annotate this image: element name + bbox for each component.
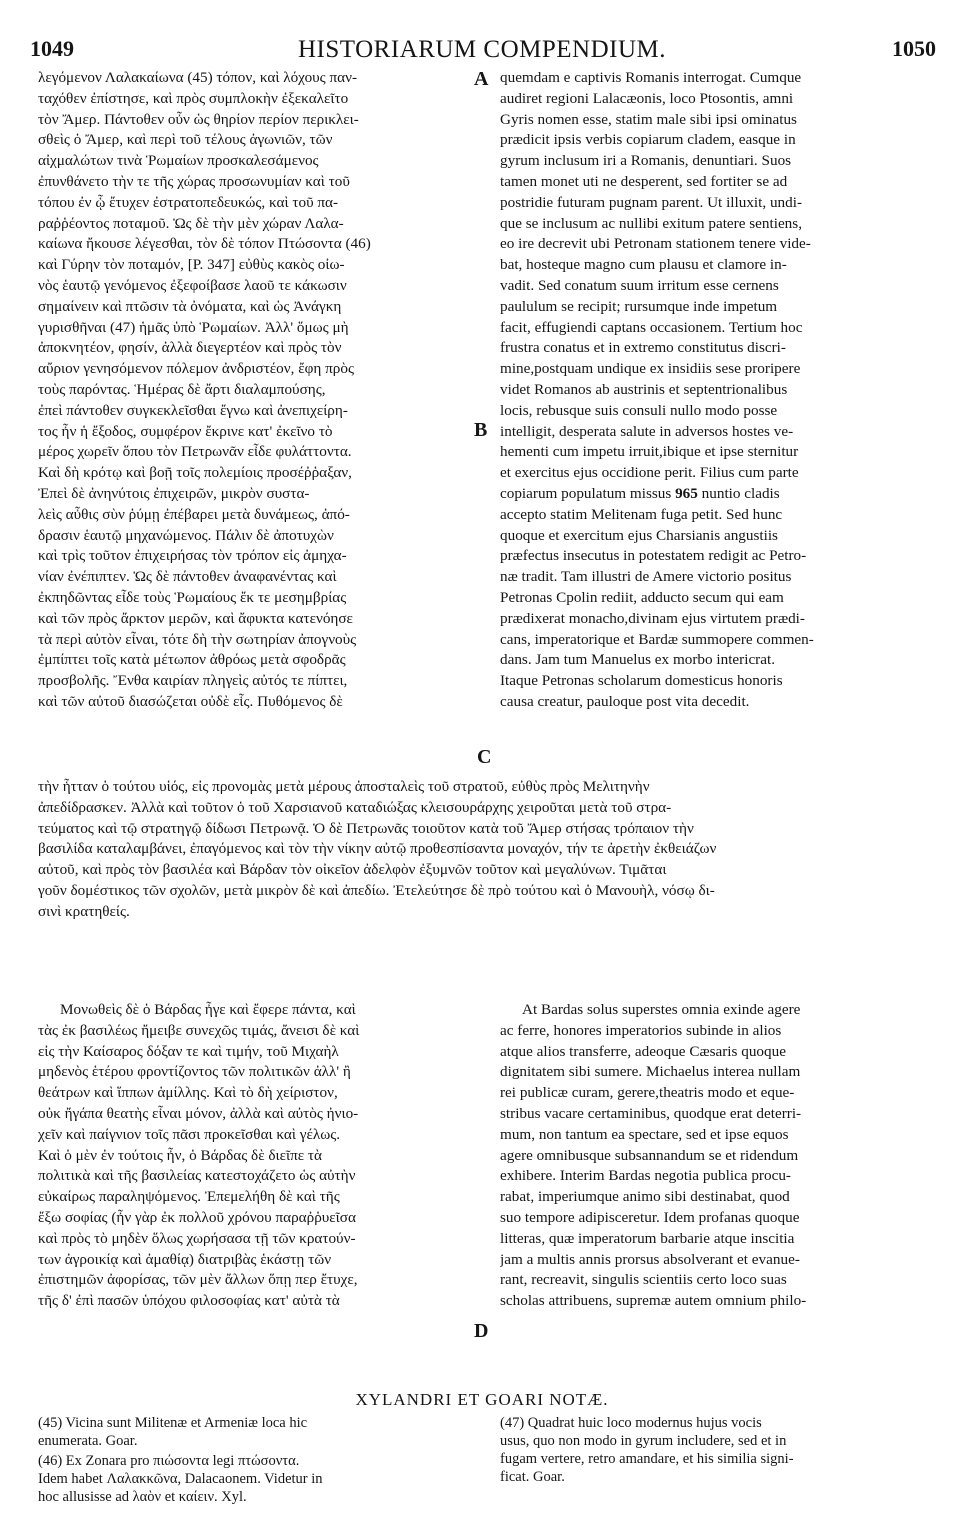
- margin-letter-c: C: [477, 746, 492, 768]
- footnote-line: (46) Ex Zonara pro πιώσοντα legi πτώσοντα.: [38, 1453, 300, 1469]
- latin-text-line: rei publicæ curam, gerere,theatris modo et eque-: [500, 1084, 795, 1102]
- latin-text-fragment: nuntio cladis: [697, 484, 780, 502]
- footnote: [38, 1414, 466, 1450]
- latin-text-line: vadit. Sed conatum suum irritum esse cernens: [500, 276, 779, 294]
- greek-text-line: τος ἦν ἡ ἔξοδος, συμφέρον ἔκρινε κατ' ἐκεῖνο τὸ: [38, 422, 333, 440]
- greek-text-line: Ἐπεὶ δὲ ἀνηνύτοις ἐπιχειρῶν, μικρὸν συστα-: [38, 484, 310, 502]
- greek-text-line: αὐτοῦ, καὶ πρὸς τὸν βασιλέα καὶ Βάρδαν τὸν οἰκεῖον ἀδελφὸν ἐξυμνῶν τοῦτον καὶ μεγαλύνων. Τιμᾶται: [38, 861, 667, 879]
- greek-column-bottom: [38, 1000, 466, 1312]
- greek-text-line: σινὶ κρατηθείς.: [38, 902, 130, 920]
- latin-text-line: mum, non tantum ea spectare, sed et ipse equos: [500, 1125, 789, 1143]
- greek-text-line: αἰχμαλώτων τινὰ Ῥωμαίων προσκαλεσάμενος: [38, 152, 319, 170]
- margin-letter-b: B: [474, 419, 488, 441]
- latin-text-line: dignitatem sibi sumere. Michaelus interea nullam: [500, 1063, 801, 1081]
- latin-text-line: suo tempore adipisceretur. Idem profanas quoque: [500, 1208, 800, 1226]
- latin-text-line: quemdam e captivis Romanis interrogat. Cumque: [500, 69, 802, 86]
- greek-text-line: ἐκπηδῶντας εἶδε τοὺς Ῥωμαίους ἔκ τε μεσημβρίας: [38, 588, 347, 606]
- latin-text-line: ac ferre, honores imperatorios subinde in alios: [500, 1021, 782, 1039]
- greek-text-line: ἀποκνητέον, φησίν, ἀλλὰ διεγερτέον καὶ πρὸς τὸν: [38, 339, 342, 357]
- greek-text-line: τοὺς παρόντας. Ἡμέρας δὲ ἄρτι διαλαμπούσης,: [38, 380, 326, 398]
- greek-text-line: Μονωθεὶς δὲ ὁ Βάρδας ἦγε καὶ ἔφερε πάντα, καὶ: [60, 1001, 356, 1018]
- greek-text-line: καὶ τρὶς τοῦτον ἐπιχειρήσας τὸν τρόπον εἰς ἀμηχα-: [38, 547, 347, 565]
- latin-text-line: quoque et exercitum ejus Charsianis angustiis: [500, 526, 778, 544]
- footnote-line: fugam vertere, retro amandare, et his similia signi-: [500, 1451, 794, 1467]
- latin-text-line: tamen monet uti ne desperent, sed fortiter se ad: [500, 172, 788, 190]
- latin-text-line: rant, recreavit, singulis scientiis certo loco suas: [500, 1271, 787, 1289]
- latin-text-line: paululum se recipit; rursumque inde impetum: [500, 297, 778, 315]
- latin-text-line: locis, rebusque suis consuli nullo modo posse: [500, 401, 778, 419]
- latin-text-line: Petronas Cpolin rediit, adducto secum qui eam: [500, 588, 784, 606]
- notes-heading: XYLANDRI ET GOARI NOTÆ.: [355, 1390, 609, 1409]
- greek-text-line: καίωνα ἤκουσε λέγεσθαι, τὸν δὲ τόπον Πτώσοντα (46): [38, 235, 371, 253]
- latin-text-fragment: copiarum populatum missus: [500, 484, 676, 502]
- greek-text-line: οὐκ ἤγάπα θεατὴς εἶναι μόνον, ἀλλὰ καὶ αὐτὸς ἠνιο-: [38, 1104, 359, 1122]
- latin-text-line: gyrum inclusum iri a Romanis, denuntiari. Suos: [500, 152, 792, 170]
- greek-text-line: ἐπιστημῶν ἀφορίσας, τῶν μὲν ἄλλων ὅπῃ περ ἔτυχε,: [38, 1271, 358, 1289]
- footnote-line: enumerata. Goar.: [38, 1433, 138, 1449]
- greek-text-line: προσβολῆς. Ἔνθα καιρίαν πληγεὶς αὐτός τε πίπτει,: [38, 672, 348, 690]
- greek-text-line: μέρος χωρεῖν ὅπου τὸν Πετρωνᾶν εἶδε φυλάττοντα.: [38, 443, 352, 461]
- footnote-line: ficat. Goar.: [500, 1469, 565, 1485]
- latin-text-line: accepto statim Melitenam fuga petit. Sed hunc: [500, 505, 783, 523]
- latin-text-line: præfectus insecutus in potestatem redigit ac Petro-: [500, 547, 807, 565]
- latin-text-line: facit, effugiendi captans occasionem. Tertium hoc: [500, 318, 803, 336]
- latin-column-top: [500, 68, 928, 713]
- latin-text-line: intelligit, desperata salute in adversos hostes ve-: [500, 422, 794, 440]
- latin-text-line: frustra conatus et in extremo constitutus discri-: [500, 339, 786, 357]
- latin-text-line: audiret regioni Lalacæonis, loco Ptosontis, amni: [500, 89, 794, 107]
- notes-right-column: [500, 1414, 928, 1488]
- original-page-number: 965: [675, 484, 698, 502]
- latin-text-line: et exercitus ejus occidione perit. Filius cum parte: [500, 464, 799, 482]
- latin-text-line: næ tradit. Tam illustri de Amere victorio positus: [500, 568, 792, 586]
- greek-text-line: ἐπυνθάνετο τὴν τε τῆς χώρας προσωνυμίαν καὶ τοῦ: [38, 172, 350, 190]
- latin-text-line: causa creatur, pauloque post vita decedit.: [500, 692, 750, 710]
- greek-text-line: τὸν Ἄμερ. Πάντοθεν οὖν ὡς θηρίον περίον περικλει-: [38, 110, 359, 128]
- latin-text-line: prædicit ipsis verbis copiarum cladem, easque in: [500, 131, 796, 149]
- greek-text-line: τεύματος καὶ τῷ στρατηγῷ δίδωσι Πετρωνᾷ. Ὁ δὲ Πετρωνᾶς τοιοῦτον κατὰ τοῦ Ἄμερ στήσας τρόπαιον τὴν: [38, 819, 694, 837]
- latin-text-line: bat, hosteque magno cum plausu et clamore in-: [500, 256, 787, 274]
- footnote: [500, 1414, 928, 1486]
- greek-text-line: γυρισθῆναι (47) ἡμᾶς ὑπὸ Ῥωμαίων. Ἀλλ' ὅμως μὴ: [38, 318, 349, 336]
- latin-column-bottom: [500, 1000, 928, 1312]
- greek-text-line: ἐπεὶ πάντοθεν συγκεκλεῖσθαι ἔγνω καὶ ἀνεπιχείρη-: [38, 401, 348, 419]
- greek-text-line: πολιτικὰ καὶ τῆς βασιλείας κατεστοχάζετο ὡς αὐτὴν: [38, 1167, 356, 1185]
- greek-text-line: Καὶ δὴ κρότῳ καὶ βοῇ τοῖς πολεμίοις προσέῤῥαξαν,: [38, 464, 352, 482]
- greek-text-line: εὐκαίρως παραληψόμενος. Ἐπεμελήθη δὲ καὶ τῆς: [38, 1188, 340, 1206]
- latin-text-line: mine,postquam undique ex insidiis sese proripere: [500, 360, 801, 378]
- latin-text-line: postridie futuram pugnam parent. Ut illuxit, undi-: [500, 193, 803, 211]
- greek-text-line: χεῖν καὶ παίγνιον τοῖς πᾶσι προκεῖσθαι καὶ γέλως.: [38, 1125, 341, 1143]
- latin-text-line: litteras, quæ imperatorum barbarie atque inscitia: [500, 1229, 795, 1247]
- greek-full-width-passage: [38, 777, 928, 923]
- footnote-line: (45) Vicina sunt Militenæ et Armeniæ loca hic: [38, 1415, 308, 1431]
- footnote-line: Idem habet Λαλακκῶνα, Dalacaonem. Videtur in: [38, 1471, 323, 1487]
- latin-text-line: scholas attribuens, supremæ autem omnium philo-: [500, 1292, 807, 1310]
- greek-text-line: ἔξω σοφίας (ἦν γὰρ ἐκ πολλοῦ χρόνου παραῤῥυεῖσα: [38, 1208, 356, 1226]
- greek-text-line: βασιλίδα καταλαμβάνει, ἐπαγόμενος καὶ τὸν τὴν νίκην αὐτῷ προθεσπίσαντα μοναχόν, τήν τε ἀρετὴν ἐκθειάζων: [38, 840, 717, 858]
- latin-text-line: [500, 484, 928, 505]
- greek-text-line: σημαίνειν καὶ πτῶσιν τὰ ὀνόματα, καὶ ὡς Ἀνάγκη: [38, 297, 342, 315]
- latin-text-line: Itaque Petronas scholarum domesticus honoris: [500, 672, 783, 690]
- notes-left-column: [38, 1414, 466, 1508]
- latin-text-line: videt Romanos ab austrinis et septentrionalibus: [500, 380, 788, 398]
- latin-text-line: eo ire decrevit ubi Petronam stationem tenere vide-: [500, 235, 811, 253]
- footnote-line: (47) Quadrat huic loco modernus hujus vocis: [500, 1415, 762, 1431]
- latin-text-line: que se inclusum ac nullibi exitum patere sentiens,: [500, 214, 802, 232]
- margin-letter-a: A: [474, 68, 489, 90]
- greek-text-line: τῆς δ' ἐπὶ πασῶν ὑπόχου φιλοσοφίας κατ' αὐτὰ τὰ: [38, 1292, 340, 1310]
- greek-text-line: νίαν ἐνέπιπτεν. Ὡς δὲ πάντοθεν ἀναφανέντας καὶ: [38, 568, 337, 586]
- greek-text-line: τὰς ἐκ βασιλέως ἤμειβε συνεχῶς τιμάς, ἄνεισι δὲ καὶ: [38, 1021, 360, 1039]
- greek-text-line: τόπου ἐν ᾧ ἔτυχεν ἐστρατοπεδευκώς, καὶ τοῦ πα-: [38, 193, 339, 211]
- greek-text-line: μηδενὸς ἑτέρου φροντίζοντος τῶν πολιτικῶν ἀλλ' ἢ: [38, 1063, 351, 1081]
- greek-text-line: νὸς ἑαυτῷ γενόμενος ἐξεφοίβασε λαοῦ τε κάκωσιν: [38, 276, 347, 294]
- latin-text-line: cans, imperatorique et Bardæ summopere commen-: [500, 630, 814, 648]
- greek-text-line: ἐμπίπτει τοῖς κατὰ μέτωπον ἀθρόως μετὰ σφοδρᾶς: [38, 651, 346, 669]
- latin-text-line: dans. Jam tum Manuelus ex morbo intericrat.: [500, 651, 775, 669]
- greek-text-line: ταχόθεν ἐπίστησε, καὶ πρὸς συμπλοκὴν ἐξεκαλεῖτο: [38, 89, 349, 107]
- greek-text-line: των ἀγροικίᾳ καὶ ἀμαθίᾳ) διατριβὰς ἑκάστῃ τῶν: [38, 1250, 332, 1268]
- greek-text-line: ἀπεδίδρασκεν. Ἀλλὰ καὶ τοῦτον ὁ τοῦ Χαρσιανοῦ καταδιώξας κλεισουράρχης χειροῦται μετὰ τοῦ στρα-: [38, 798, 672, 816]
- greek-text-line: δρασιν ἑαυτῷ μηχανώμενος. Πάλιν δὲ ἀποτυχὼν: [38, 526, 334, 544]
- footnote: [38, 1452, 466, 1506]
- greek-text-line: λεγόμενον Λαλακαίωνα (45) τόπον, καὶ λόχους παν-: [38, 69, 358, 86]
- running-title: HISTORIARUM COMPENDIUM.: [297, 36, 667, 63]
- margin-letter-d: D: [474, 1320, 489, 1342]
- latin-text-line: Gyris nomen esse, statim male sibi ipsi ominatus: [500, 110, 797, 128]
- latin-text-line: hementi cum impetu irruit,ibique et ipse sternitur: [500, 443, 799, 461]
- greek-text-line: καὶ τῶν αὐτοῦ διασώζεται οὐδὲ εἷς. Πυθόμενος δὲ: [38, 692, 343, 710]
- greek-text-line: αὔριον γενησόμενον πόλεμον ἀνδριστέον, ἔφη πρὸς: [38, 360, 354, 378]
- latin-text-line: jam a multis annis prorsus absolverant et evanue-: [500, 1250, 800, 1268]
- latin-text-line: prædixerat monacho,divinam ejus virtutem prædi-: [500, 609, 805, 627]
- page-number-left: 1049: [30, 36, 74, 61]
- latin-text-line: rabat, imperiumque animo sibi destinabat, quod: [500, 1188, 790, 1206]
- greek-text-line: γοῦν δομέστικος τῶν σχολῶν, μετὰ μικρὸν δὲ καὶ ἀπεδίω. Ἐτελεύτησε δὲ πρὸ τούτου καὶ ὁ Μανουὴλ, νόσῳ δι-: [38, 881, 715, 899]
- latin-text-line: exhibere. Interim Bardas negotia publica procu-: [500, 1167, 791, 1185]
- latin-text-line: agere omnibusque subsannandum se et ridendum: [500, 1146, 799, 1164]
- greek-text-line: καὶ πρὸς τὸ μηδὲν ὅλως χωρήσασα τῇ τῶν κρατούν-: [38, 1229, 356, 1247]
- greek-text-line: εἰς τὴν Καίσαρος δόξαν τε καὶ τιμήν, τοῦ Μιχαὴλ: [38, 1042, 339, 1060]
- greek-text-line: Καὶ ὁ μὲν ἐν τούτοις ἦν, ὁ Βάρδας δὲ διεῖπε τὰ: [38, 1146, 322, 1164]
- greek-text-line: καὶ Γύρην τὸν ποταμόν, [P. 347] εὐθὺς κακὸς οἰω-: [38, 256, 345, 274]
- greek-text-line: θεάτρων καὶ ἵππων ἁμίλλης. Καὶ τὸ δὴ χείριστον,: [38, 1084, 338, 1102]
- greek-text-line: τὴν ἧτταν ὁ τούτου υἱός, εἰς προνομὰς μετὰ μέρους ἀποσταλεὶς τοῦ στρατοῦ, εὐθὺς πρὸς Μελιτηνὴν: [38, 778, 650, 795]
- greek-text-line: λεὶς αὖθις σὺν ῥύμῃ ἐπέβαρει μετὰ δυνάμεως, ἀπό-: [38, 505, 350, 523]
- greek-text-line: τὰ περὶ αὐτὸν εἶναι, τότε δὴ τὴν σωτηρίαν ἀπογνοὺς: [38, 630, 357, 648]
- latin-text-line: At Bardas solus superstes omnia exinde agere: [522, 1001, 801, 1018]
- footnote-line: hoc allusisse ad λαὸν et καίειν. Xyl.: [38, 1489, 247, 1505]
- latin-text-line: atque alios transferre, adeoque Cæsaris quoque: [500, 1042, 786, 1060]
- greek-text-line: καὶ τῶν πρὸς ἄρκτον μερῶν, καὶ ἄφυκτα κατενόησε: [38, 609, 353, 627]
- greek-column-top: [38, 68, 466, 713]
- page-number-right: 1050: [892, 36, 936, 61]
- greek-text-line: ραῤῥέοντος ποταμοῦ. Ὡς δὲ τὴν μὲν χώραν Λαλα-: [38, 214, 344, 232]
- page-header: [24, 36, 940, 66]
- latin-text-line: stribus vacare certaminibus, quodque erat deterri-: [500, 1104, 802, 1122]
- greek-text-line: σθεὶς ὁ Ἄμερ, καὶ περὶ τοῦ τέλους ἀγωνιῶν, τῶν: [38, 131, 333, 149]
- footnote-line: usus, quo non modo in gyrum includere, sed et in: [500, 1433, 787, 1449]
